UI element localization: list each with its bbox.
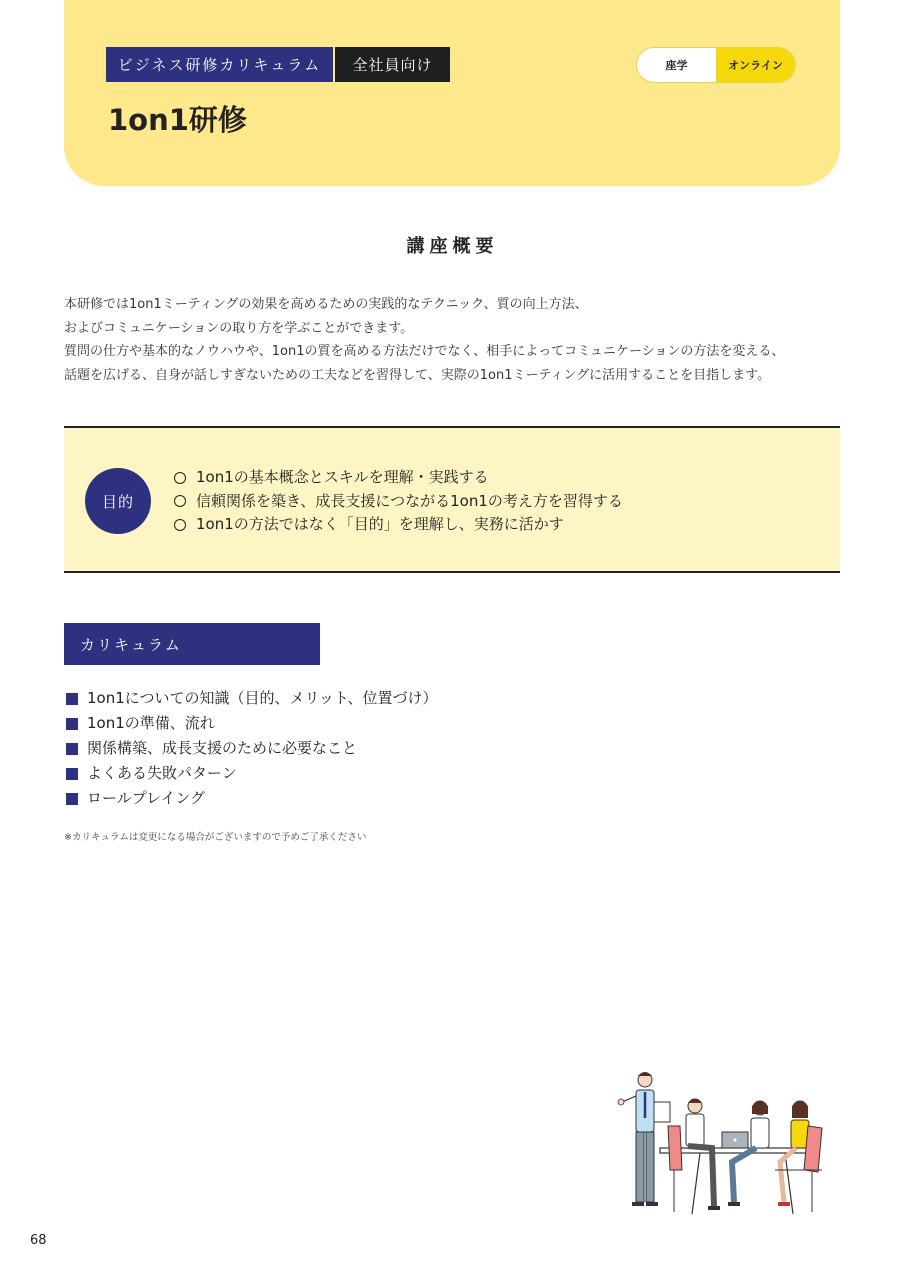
purpose-badge: 目的: [85, 468, 151, 534]
circle-bullet-icon: [174, 472, 186, 484]
purpose-list: [172, 466, 623, 537]
target-audience-tag: 全社員向け: [335, 47, 450, 82]
curriculum-item-text: 1on1についての知識（目的、メリット、位置づけ）: [87, 689, 438, 707]
purpose-item: [172, 490, 623, 514]
overview-text: [64, 293, 844, 387]
purpose-item: [172, 466, 623, 490]
purpose-item-text: 1on1の基本概念とスキルを理解・実践する: [196, 468, 489, 486]
square-bullet-icon: [66, 718, 78, 730]
overview-line: 本研修では1on1ミーティングの効果を高めるための実践的なテクニック、質の向上方法、: [64, 297, 588, 312]
format-option-classroom[interactable]: 座学: [665, 59, 688, 72]
curriculum-item: [66, 736, 438, 761]
overview-line: およびコミュニケーションの取り方を学ぶことができます。: [64, 320, 414, 336]
curriculum-list: [66, 686, 438, 811]
purpose-item-text: 信頼関係を築き、成長支援につながる1on1の考え方を習得する: [196, 491, 623, 510]
square-bullet-icon: [66, 768, 78, 780]
curriculum-item: [66, 761, 438, 786]
overview-heading: 講座概要: [406, 236, 499, 257]
curriculum-note: ※カリキュラムは変更になる場合がございますので予めご了承ください: [64, 832, 367, 843]
curriculum-item-text: よくある失敗パターン: [87, 764, 237, 782]
curriculum-item-text: 関係構築、成長支援のために必要なこと: [87, 739, 358, 757]
square-bullet-icon: [66, 743, 78, 755]
purpose-item: [172, 513, 623, 537]
overview-line: 話題を広げる、自身が話しすぎないための工夫などを習得して、実際の1on1ミーティングに活用することを目指します。: [64, 367, 771, 383]
meeting-people-illustration: [610, 1066, 830, 1216]
format-option-online[interactable]: オンライン: [716, 48, 795, 82]
curriculum-item: [66, 711, 438, 736]
curriculum-item: [66, 686, 438, 711]
square-bullet-icon: [66, 793, 78, 805]
category-tag: ビジネス研修カリキュラム: [106, 47, 333, 82]
curriculum-heading: カリキュラム: [64, 623, 320, 665]
page-title: 1on1研修: [108, 103, 247, 137]
curriculum-item-text: 1on1の準備、流れ: [87, 714, 215, 732]
square-bullet-icon: [66, 693, 78, 705]
header-panel: [64, 0, 840, 186]
curriculum-item-text: ロールプレイング: [87, 789, 206, 807]
circle-bullet-icon: [174, 519, 186, 531]
purpose-item-text: 1on1の方法ではなく「目的」を理解し、実務に活かす: [196, 515, 564, 533]
curriculum-item: [66, 786, 438, 811]
overview-line: 質問の仕方や基本的なノウハウや、1on1の質を高める方法だけでなく、相手によってコミュニケーションの方法を変える、: [64, 344, 785, 359]
format-toggle[interactable]: [636, 47, 796, 83]
page-number: 68: [30, 1233, 47, 1248]
circle-bullet-icon: [174, 495, 186, 507]
